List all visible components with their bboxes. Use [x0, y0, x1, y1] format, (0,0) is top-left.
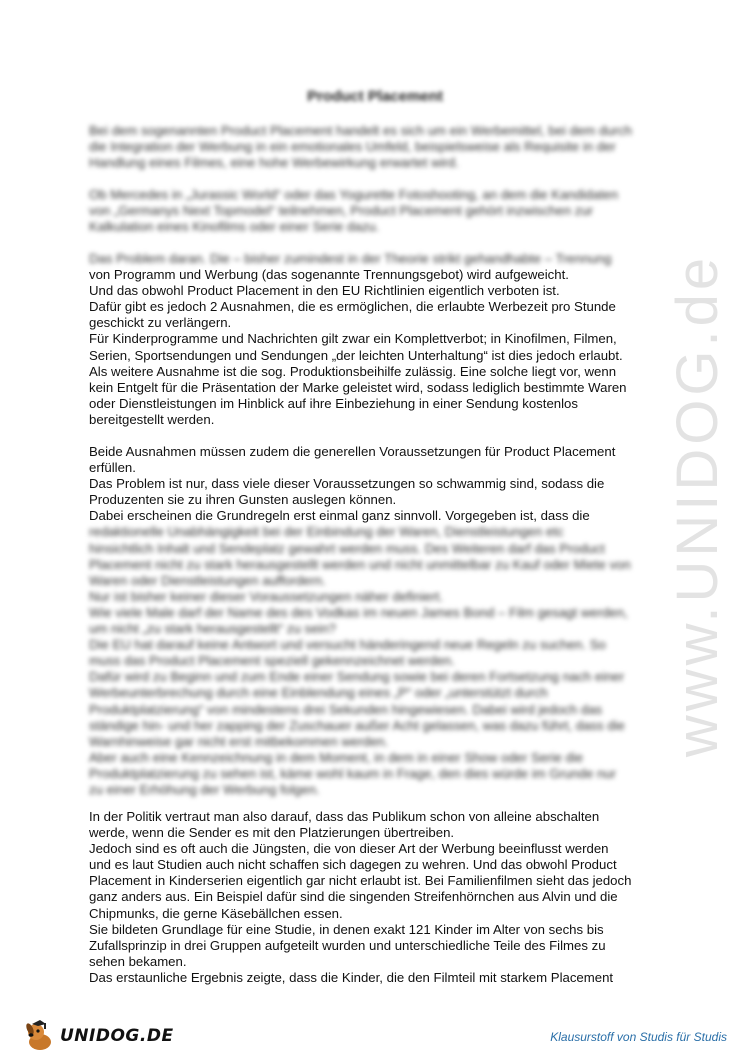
text-line: die Integration der Werbung in ein emotionales Umfeld, beispielsweise als Requisite in der: [89, 139, 616, 155]
text-line: Sie bildeten Grundlage für eine Studie, in denen exakt 121 Kinder im Alter von sechs bis: [89, 921, 604, 937]
paragraph-problem: [89, 251, 669, 428]
text-line: Dabei erscheinen die Grundregeln erst einmal ganz sinnvoll. Vorgegeben ist, dass die: [89, 508, 590, 524]
text-line: und es laut Studien auch nicht schaffen sich dagegen zu wehren. Und das obwohl Product: [89, 857, 617, 873]
text-line: ständige hin- und her zapping der Zuschauer außer Acht gelassen, was dazu führt, dass die: [89, 717, 625, 733]
text-line: Das Problem ist nur, dass viele dieser Voraussetzungen so schwammig sind, sodass die: [89, 476, 605, 492]
text-line: muss das Product Placement speziell gekennzeichnet werden.: [89, 653, 455, 669]
text-line: werde, wenn die Sender es mit den Platzierungen übertreiben.: [89, 825, 455, 841]
text-line: Serien, Sportsendungen und Sendungen „der leichten Unterhaltung“ ist dies jedoch erlaubt.: [89, 347, 623, 363]
watermark: [658, 253, 738, 757]
text-line: Dafür gibt es jedoch 2 Ausnahmen, die es ermöglichen, die erlaubte Werbezeit pro Stunde: [89, 299, 616, 315]
text-line: Nur ist bisher keiner dieser Voraussetzungen näher definiert.: [89, 588, 444, 604]
watermark-text: www.UNIDOG.de: [665, 253, 731, 757]
text-line: Kalkulation eines Kinofilms oder einer Serie dazu.: [89, 219, 380, 235]
text-line: Placement in Kinderserien eigentlich gar nicht erlaubt ist. Bei Familienfilmen sieht das jedoch: [89, 873, 632, 889]
text-line: kein Entgelt für die Präsentation der Marke geleistet wird, sodass lediglich bestimmte Waren: [89, 379, 627, 395]
paragraph-politics: [89, 809, 669, 986]
text-line: Chipmunks, die gerne Käsebällchen essen.: [89, 905, 343, 921]
text-line: Jedoch sind es oft auch die Jüngsten, die von dieser Art der Werbung beeinflusst werden: [89, 841, 609, 857]
blurred-section: [89, 524, 669, 798]
text-line: Die EU hat darauf keine Antwort und versucht händeringend neue Regeln zu suchen. So: [89, 637, 606, 653]
text-line: Produzenten sie zu ihren Gunsten auslegen können.: [89, 492, 397, 508]
text-line: hinsichtlich Inhalt und Sendeplatz gewahrt werden muss. Des Weiteren darf das Product: [89, 540, 605, 556]
text-line: Warnhinweise gar nicht erst mitbekommen werden.: [89, 733, 389, 749]
text-line: Wie viele Male darf der Name des des Vodkas im neuen James Bond – Film gesagt werden,: [89, 604, 628, 620]
text-line: Handlung eines Filmes, eine hohe Werbewirkung erwartet wird.: [89, 155, 459, 171]
unidog-logo[interactable]: [22, 1018, 192, 1054]
paragraph-requirements: [89, 444, 669, 798]
text-line: zu einer Erhöhung der Werbung folgen.: [89, 781, 320, 797]
text-line: Und das obwohl Product Placement in den EU Richtlinien eigentlich verboten ist.: [89, 283, 560, 299]
text-line: um nicht „zu stark herausgestellt“ zu sein?: [89, 621, 337, 637]
text-line: oder Dienstleistungen im Hinblick auf ihre Einbeziehung in einer Sendung kostenlos: [89, 395, 578, 411]
text-line: Waren oder Dienstleistungen auffordern.: [89, 572, 326, 588]
text-line: Dafür wird zu Beginn und zum Ende einer Sendung sowie bei deren Fortsetzung nach einer: [89, 669, 625, 685]
text-line: Das Problem daran. Die – bisher zumindest in der Theorie strikt gehandhabte – Trennung: [89, 251, 612, 266]
text-line: von „Germanys Next Topmodel“ teilnehmen, Product Placement gehört inzwischen zur: [89, 203, 594, 219]
text-line: Das erstaunliche Ergebnis zeigte, dass die Kinder, die den Filmteil mit starkem Placement: [89, 969, 614, 985]
text-line: Bei dem sogenannten Product Placement handelt es sich um ein Werbemittel, bei dem durch: [89, 123, 632, 138]
text-line: Produktplatzierung zu sehen ist, käme wohl kaum in Frage, den dies würde im Grunde nur: [89, 765, 617, 781]
text-line: Werbeunterbrechung durch eine Einblendung eines „P“ oder „unterstützt durch: [89, 685, 548, 701]
text-line: erfüllen.: [89, 460, 136, 476]
text-line: bereitgestellt werden.: [89, 411, 215, 427]
dog-mascot-icon: [22, 1020, 58, 1052]
text-line: Aber auch eine Kennzeichnung in dem Moment, in dem in einer Show oder Serie die: [89, 749, 584, 765]
text-line: sehen bekamen.: [89, 953, 187, 969]
text-line: geschickt zu verlängern.: [89, 315, 232, 331]
logo-text: UNIDOG.DE: [60, 1026, 174, 1046]
text-line: redaktionelle Unabhängigkeit bei der Einbindung der Waren, Dienstleistungen etc: [89, 524, 564, 540]
text-line: ganz anders aus. Ein Beispiel dafür sind die singenden Streifenhörnchen aus Alvin und die: [89, 889, 618, 905]
paragraph-intro: [89, 123, 669, 171]
text-line: Placement nicht zu stark herausgestellt werden und nicht unmittelbar zu Kauf oder Miete von: [89, 556, 631, 572]
text-line: von Programm und Werbung (das sogenannte Trennungsgebot) wird aufgeweicht.: [89, 267, 569, 283]
text-line: Zufallsprinzip in drei Gruppen aufgeteilt wurden und unterschiedliche Teile des Filmes zu: [89, 937, 606, 953]
footer-tagline: Klausurstoff von Studis für Studis: [550, 1030, 727, 1044]
text-line: Produktplatzierung“ von mindestens drei Sekunden hingewiesen. Dabei wird jedoch das: [89, 701, 603, 717]
text-line: Für Kinderprogramme und Nachrichten gilt zwar ein Komplettverbot; in Kinofilmen, Filmen,: [89, 331, 617, 347]
text-line: In der Politik vertraut man also darauf, dass das Publikum schon von alleine abschalten: [89, 809, 600, 824]
text-line: Beide Ausnahmen müssen zudem die generellen Voraussetzungen für Product Placement: [89, 444, 616, 459]
document-title: Product Placement: [307, 88, 443, 105]
paragraph-examples: [89, 187, 669, 235]
text-line: Ob Mercedes in „Jurassic World“ oder das Yogurette Fotoshooting, an dem die Kandidaten: [89, 187, 619, 202]
text-line: Als weitere Ausnahme ist die sog. Produktionsbeihilfe zulässig. Eine solche liegt vor, wenn: [89, 363, 617, 379]
